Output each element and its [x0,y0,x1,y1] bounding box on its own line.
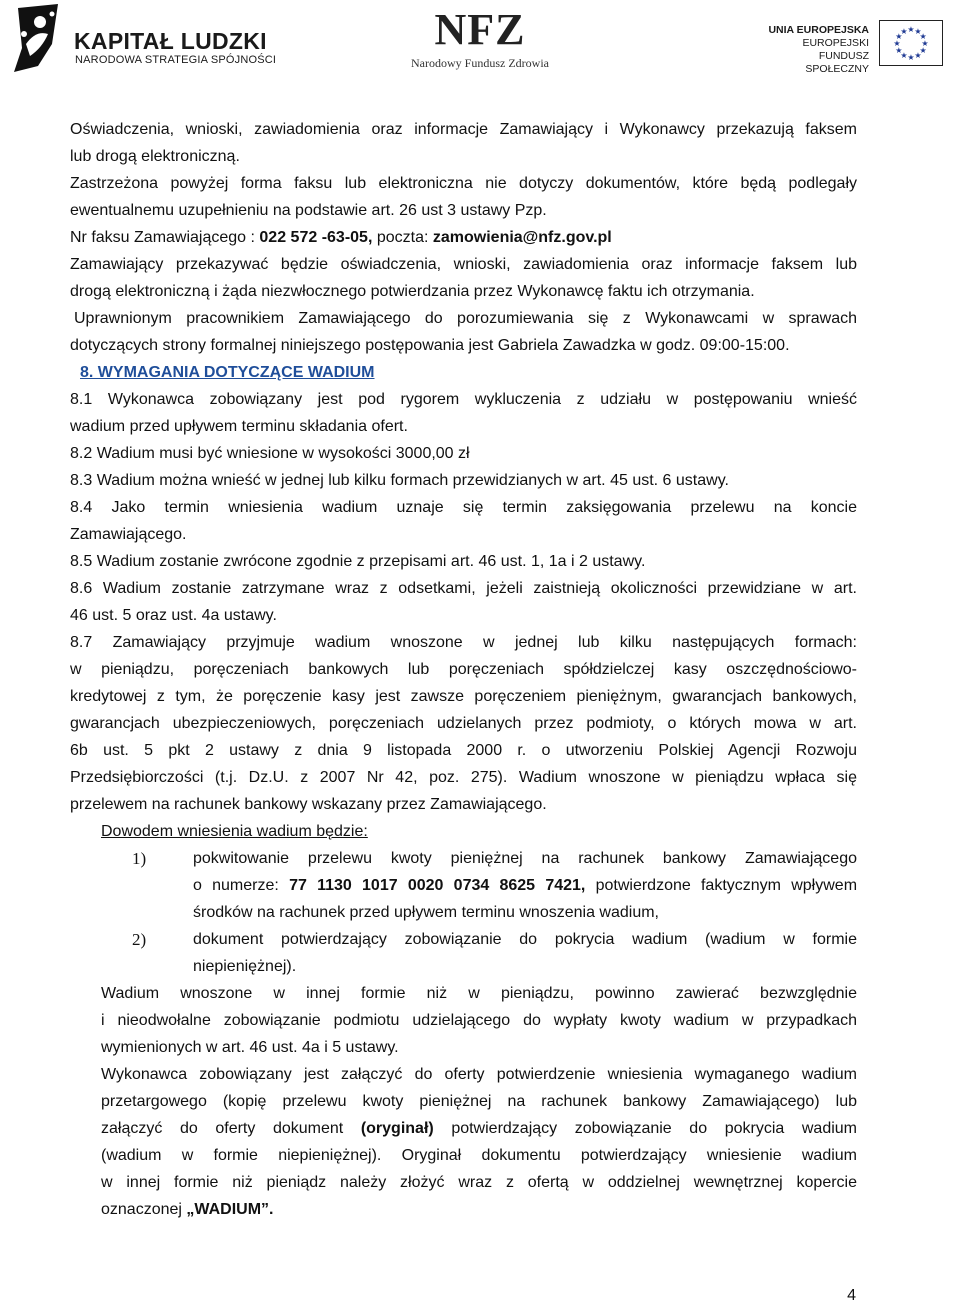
eu-star-icon: ★ [919,32,927,41]
eu-line-1: UNIA EUROPEJSKA [768,24,869,36]
s87-line7: przelewem na rachunek bankowy wskazany przez Zamawiającego. [70,796,547,813]
li1-line3: środków na rachunek przed upływem terminu wnoszenia wadium, [193,904,659,921]
eu-star-icon: ★ [900,26,908,36]
p6-line3-c: potwierdzający zobowiązanie do pokrycia wadium [433,1120,857,1137]
p6-line2: przetargowego (kopię przelewu kwoty pieniężnej na rachunek bankowy Zamawiającego) lub [101,1093,857,1110]
s86-line2: 46 ust. 5 oraz ust. 4a ustawy. [70,607,277,624]
kl-title: KAPITAŁ LUDZKI [74,28,267,54]
p6-line4: (wadium w formie niepieniężnej). Oryginał dokumentu potwierdzający wniesienie wadium [101,1147,857,1164]
eu-line-2: EUROPEJSKI [802,37,869,49]
eu-star-icon: ★ [914,26,922,36]
li1-line1: pokwitowanie przelewu kwoty pieniężnej na rachunek bankowy Zamawiającego [193,850,857,867]
kapital-ludzki-logo [8,4,308,74]
p6-line6 [101,1196,857,1223]
section-heading: 8. WYMAGANIA DOTYCZĄCE WADIUM [80,364,375,381]
s85: 8.5 Wadium zostanie zwrócone zgodnie z przepisami art. 46 ust. 1, 1a i 2 ustawy. [70,553,646,570]
kapital-ludzki-emblem-icon [8,4,66,74]
eu-star-icon: ★ [921,39,929,48]
eu-star-icon: ★ [919,46,927,55]
paragraph-5 [70,980,857,1061]
eu-stars-icon [879,20,943,66]
p3-line2: drogą elektroniczną i żąda niezwłocznego potwierdzania przez Wykonawcę faktu ich otrzymania. [70,283,755,300]
fax-label: Nr faksu Zamawiającego : [70,229,260,246]
p6-line5: w innej formie niż pieniądz należy złożyć wraz z ofertą w oddzielnej wewnętrznej kopercie [101,1174,857,1191]
eu-logo [760,18,955,75]
p6-line3-a: załączyć do oferty dokument [101,1120,361,1137]
wadium-label: „WADIUM”. [186,1201,274,1218]
nfz-logo [400,5,560,74]
eu-star-icon: ★ [907,53,915,62]
eu-logo-text [760,24,869,76]
page-header [0,0,960,80]
s87-line2: w pieniądzu, poręczeniach bankowych lub poręczeniach spółdzielczej kasy oszczędnościowo- [70,661,857,678]
page-number: 4 [847,1287,856,1304]
nfz-subtitle: Narodowy Fundusz Zdrowia [411,56,549,70]
s81-line1: 8.1 Wykonawca zobowiązany jest pod rygorem wykluczenia z udziału w postępowaniu wnieść [70,391,857,408]
s83: 8.3 Wadium można wnieść w jednej lub kilku formach przewidzianych w art. 45 ust. 6 ustawy. [70,472,729,489]
p2-line2: ewentualnemu uzupełnieniu na podstawie art. 26 ust 3 ustawy Pzp. [70,202,547,219]
p5-line2: i nieodwołalne zobowiązanie podmiotu udzielającego do wypłaty kwoty wadium w przypadkach [101,1012,857,1029]
p1-line1: Oświadczenia, wnioski, zawiadomienia oraz informacje Zamawiający i Wykonawcy przekazują faksem [70,121,857,138]
s81-line2: wadium przed upływem terminu składania ofert. [70,418,408,435]
s87-line5: 6b ust. 5 pkt 2 ustawy z dnia 9 listopada 2000 r. o utworzeniu Polskiej Agencji Rozwoju [70,742,857,759]
p6-line1: Wykonawca zobowiązany jest załączyć do oferty potwierdzenie wniesienia wymaganego wadium [101,1066,857,1083]
s82: 8.2 Wadium musi być wniesione w wysokości 3000,00 zł [70,445,470,462]
p4-line1: Uprawnionym pracownikiem Zamawiającego do porozumiewania się z Wykonawcami w sprawach [74,310,857,327]
s87-line6: Przedsiębiorczości (t.j. Dz.U. z 2007 Nr 42, poz. 275). Wadium wnoszone w pieniądzu wpłaca się [70,769,857,786]
eu-star-icon: ★ [914,51,922,61]
p3-line1: Zamawiający przekazywać będzie oświadczenia, wnioski, zawiadomienia oraz informacje faksem lub [70,256,857,273]
s86-line1: 8.6 Wadium zostanie zatrzymane wraz z odsetkami, jeżeli zaistnieją okoliczności przewidziane w art. [70,580,857,597]
p5-line1: Wadium wnoszone w innej formie niż w pieniądzu, powinno zawierać bezwzględnie [101,985,857,1002]
mail-label: poczta: [372,229,433,246]
mail-address[interactable]: zamowienia@nfz.gov.pl [432,229,612,246]
s84-line2: Zamawiającego. [70,526,187,543]
document-body [70,116,857,1223]
eu-line-3: FUNDUSZ SPOŁECZNY [805,50,869,75]
p1-line2: lub drogą elektroniczną. [70,148,240,165]
li2-line1: dokument potwierdzający zobowiązanie do pokrycia wadium (wadium w formie [193,931,857,948]
p6-line3 [101,1115,857,1142]
li2-line2: niepieniężnej). [193,958,297,975]
paragraph-6 [70,1061,857,1223]
eu-star-icon: ★ [895,32,903,41]
fax-line [70,224,857,251]
eu-star-icon: ★ [895,46,903,55]
li1-prefix: o numerze: [193,877,290,894]
li1-suffix: potwierdzone faktycznym wpływem [585,877,857,894]
nfz-mark: NFZ [434,5,526,54]
original-note: (oryginał) [360,1120,434,1137]
s87-line4: gwarancjach ubezpieczeniowych, poręczeniach udzielanych przez podmioty, o których mowa w art. [70,715,857,732]
eu-star-icon: ★ [893,39,901,48]
list-number-1: 1) [132,849,147,868]
bank-account-number: 77 1130 1017 0020 0734 8625 7421, [289,877,586,894]
list-item [70,926,857,980]
s84-line1: 8.4 Jako termin wniesienia wadium uznaje się termin zaksięgowania przelewu na koncie [70,499,857,516]
eu-star-icon: ★ [900,51,908,61]
proof-heading: Dowodem wniesienia wadium będzie: [101,823,368,840]
s87-line1: 8.7 Zamawiający przyjmuje wadium wnoszone w jednej lub kilku następujących formach: [70,634,857,651]
list-item [70,845,857,926]
s87-line3: kredytowej z tym, że poręczenie kasy jest zawsze poręczeniem pieniężnym, gwarancjach bankowych, [70,688,857,705]
kl-subtitle: NARODOWA STRATEGIA SPÓJNOŚCI [75,54,277,66]
p2-line1: Zastrzeżona powyżej forma faksu lub elektroniczna nie dotyczy dokumentów, które będą podlegały [70,175,857,192]
li1-line2 [193,872,857,899]
fax-number: 022 572 -63-05, [259,229,373,246]
eu-star-icon: ★ [907,25,915,34]
p4-line2: dotyczących strony formalnej niniejszego postępowania jest Gabriela Zawadzka w godz. 09:00-15:00. [70,337,790,354]
p5-line3: wymienionych w art. 46 ust. 4a i 5 ustawy. [101,1039,399,1056]
proof-heading-line [70,818,857,845]
list-number-2: 2) [132,930,147,949]
p6-line6-a: oznaczonej [101,1201,187,1218]
